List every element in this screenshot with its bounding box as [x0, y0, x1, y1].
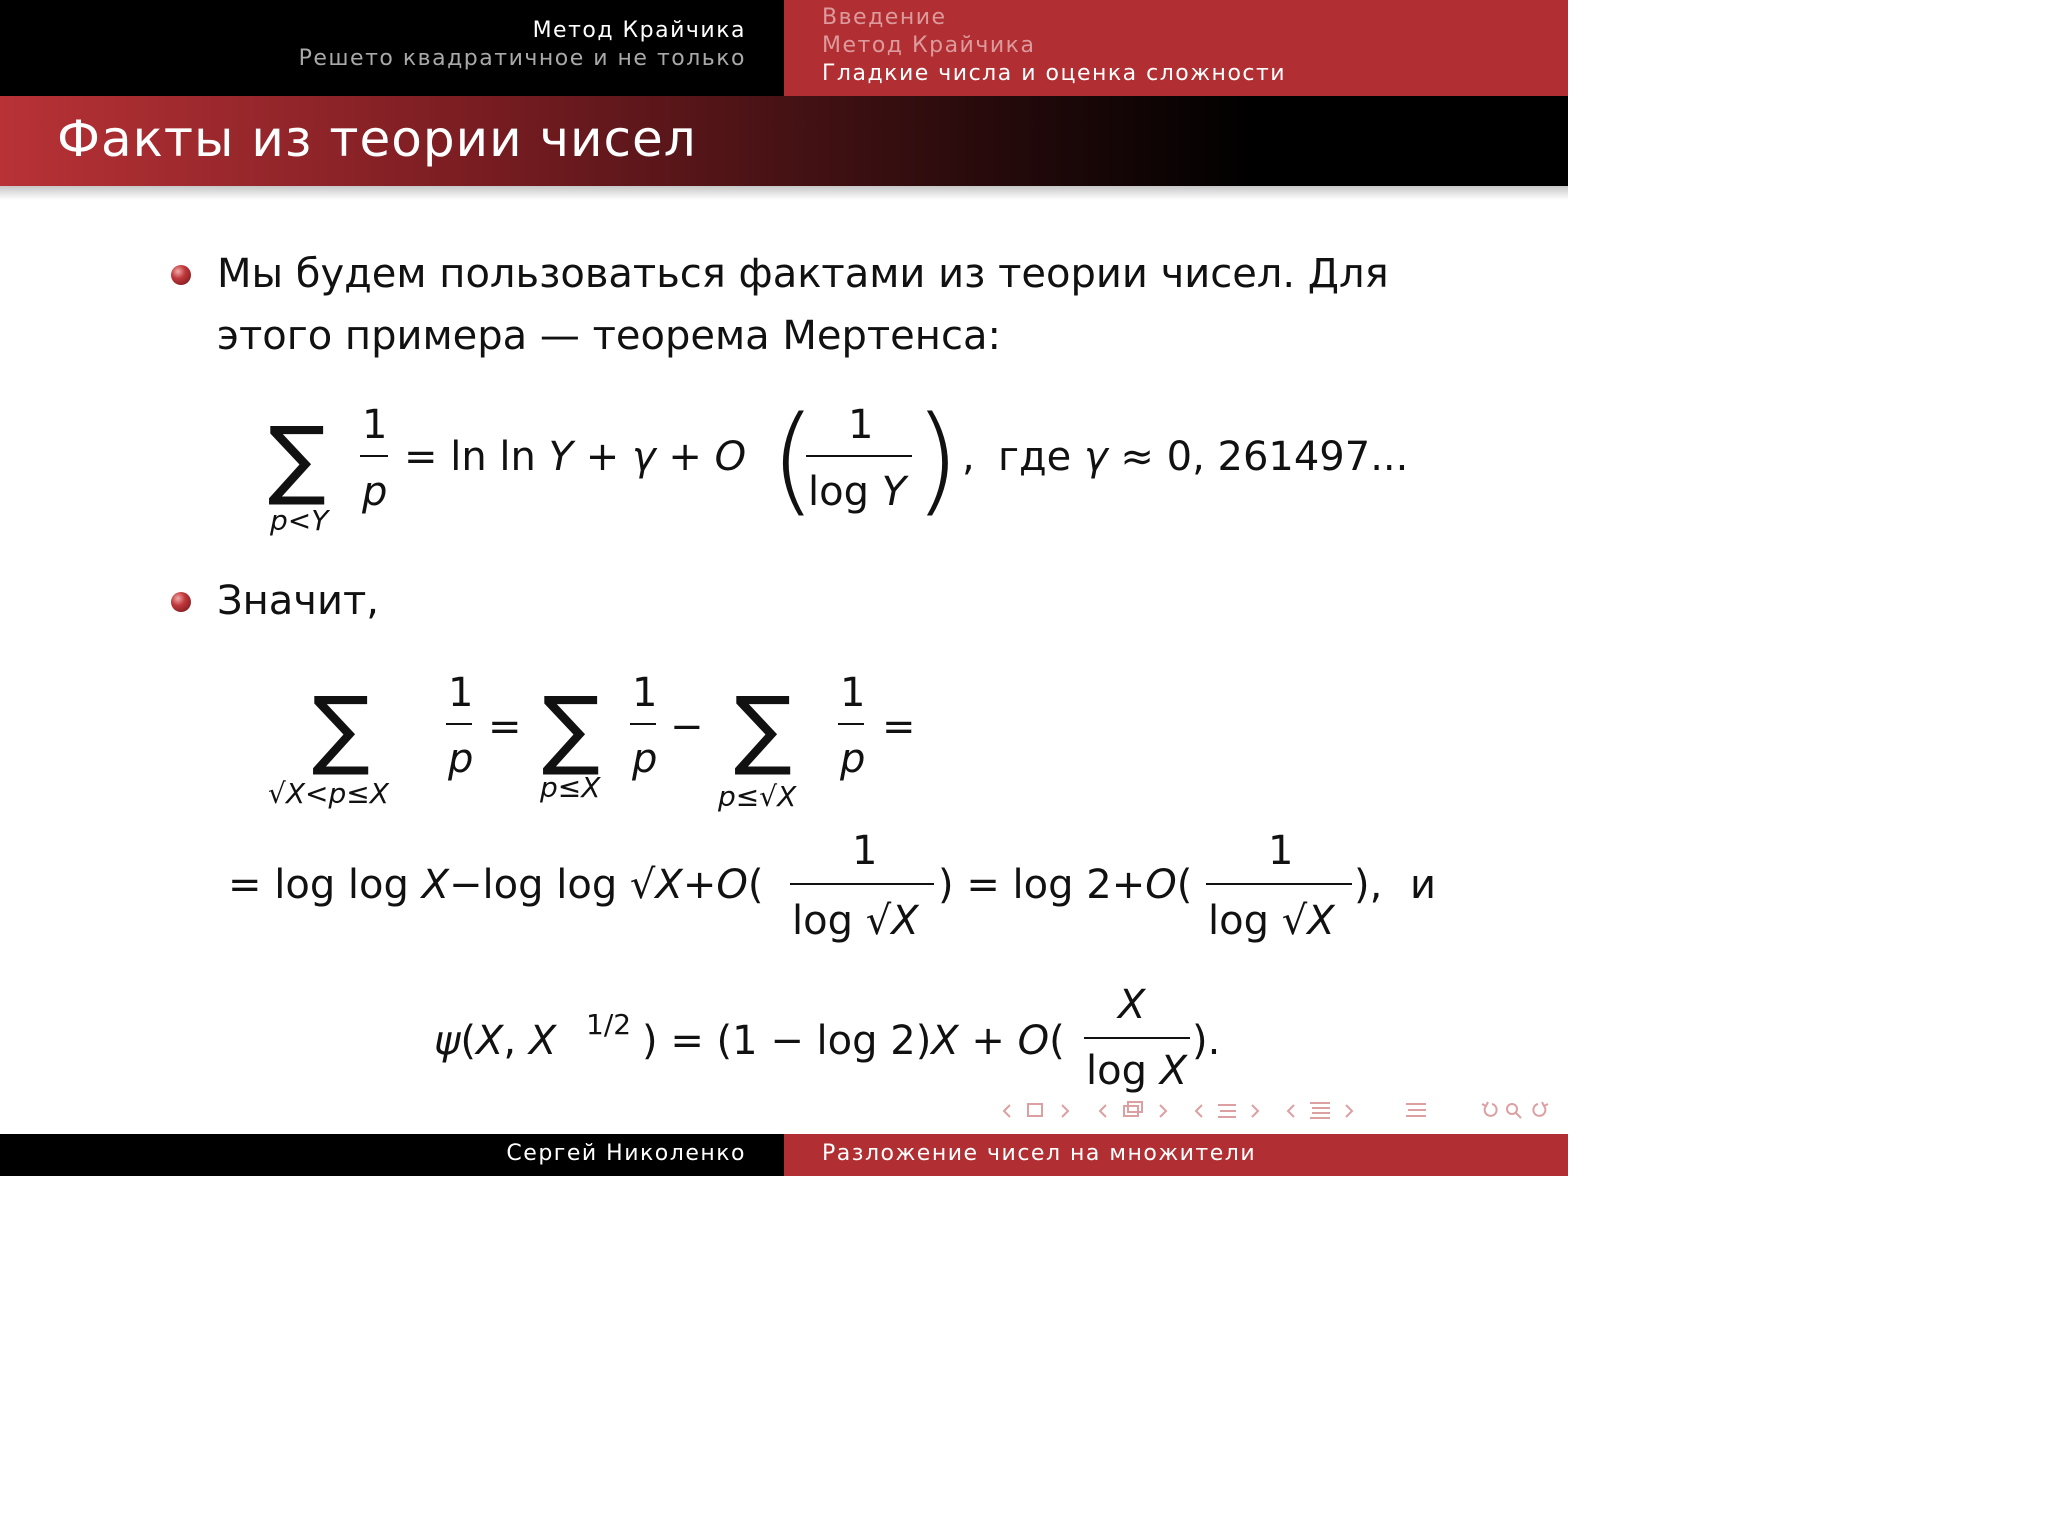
svg-text:∑: ∑ — [312, 679, 370, 779]
svg-text:p: p — [362, 469, 388, 515]
svg-text:−: − — [670, 704, 704, 750]
svg-text:∑: ∑ — [542, 679, 600, 779]
svg-text:,: , — [962, 434, 975, 480]
svg-text:и: и — [1410, 862, 1436, 908]
svg-text:(: ( — [770, 390, 817, 528]
svg-text:).: ). — [1192, 1018, 1221, 1064]
section-link-intro[interactable]: Введение — [822, 5, 947, 30]
svg-text:p≤X: p≤X — [540, 771, 601, 804]
svg-text:1: 1 — [362, 402, 388, 448]
nav-forward-icon[interactable] — [1533, 1102, 1548, 1116]
header-left — [0, 0, 784, 96]
svg-text:1: 1 — [448, 670, 474, 716]
svg-text:= log log X−log log √X+O(: = log log X−log log √X+O( — [228, 862, 764, 908]
svg-text:ψ(X, X: ψ(X, X — [434, 1018, 557, 1064]
bullet-icon — [171, 265, 191, 285]
svg-text:) = (1 − log 2)X + O(: ) = (1 − log 2)X + O( — [642, 1018, 1065, 1064]
footer-author-box — [0, 1134, 784, 1176]
footer-author: Сергей Николенко — [506, 1141, 746, 1166]
svg-text:p: p — [840, 736, 866, 782]
nav-frame-icon[interactable] — [1100, 1102, 1166, 1117]
svg-text:1: 1 — [852, 828, 878, 874]
svg-text:1: 1 — [848, 402, 874, 448]
nav-search-icon[interactable] — [1507, 1104, 1521, 1118]
nav-document-icon[interactable] — [1406, 1104, 1426, 1116]
svg-text:p<Y: p<Y — [270, 504, 329, 537]
footer-title-box — [784, 1134, 1568, 1176]
nav-slide-icon[interactable] — [1004, 1104, 1068, 1117]
svg-text:p: p — [448, 736, 474, 782]
svg-text:1: 1 — [1268, 828, 1294, 874]
frame-title-bar — [0, 96, 1568, 186]
header-sections — [784, 0, 1568, 96]
svg-text:),: ), — [1354, 862, 1383, 908]
svg-text:1: 1 — [632, 670, 658, 716]
footer-talk-title: Разложение чисел на множители — [822, 1141, 1257, 1166]
title-shadow — [0, 186, 1568, 200]
svg-text:1: 1 — [840, 670, 866, 716]
nav-section-icon[interactable] — [1288, 1103, 1352, 1118]
svg-text:X: X — [1118, 982, 1146, 1028]
svg-text:p≤√X: p≤√X — [718, 780, 797, 813]
frame-title: Факты из теории чисел — [57, 110, 697, 168]
section-link-smooth-numbers[interactable]: Гладкие числа и оценка сложности — [822, 61, 1287, 86]
header-title: Метод Крайчика — [532, 18, 746, 43]
header-subtitle: Решето квадратичное и не только — [298, 46, 746, 71]
svg-text:log √X: log √X — [792, 898, 919, 944]
nav-subsection-icon[interactable] — [1196, 1105, 1258, 1117]
svg-text:=: = — [882, 704, 916, 750]
nav-back-icon[interactable] — [1482, 1102, 1497, 1116]
svg-text:p: p — [632, 736, 658, 782]
svg-text:= ln ln Y + γ + O: = ln ln Y + γ + O — [404, 434, 747, 480]
svg-text:log Y: log Y — [808, 469, 907, 515]
beamer-navigation — [1000, 1096, 1560, 1126]
svg-text:∑: ∑ — [734, 679, 792, 779]
svg-text:): ) — [914, 390, 961, 528]
bullet1-line2: этого примера — теорема Мертенса: — [217, 313, 1001, 359]
bullet-icon-2 — [171, 592, 191, 612]
section-link-kraitchik[interactable]: Метод Крайчика — [822, 33, 1036, 58]
svg-text:log √X: log √X — [1208, 898, 1335, 944]
svg-text:√X<p≤X: √X<p≤X — [268, 777, 389, 810]
bullet2-text: Значит, — [217, 578, 379, 624]
svg-text:∑: ∑ — [268, 409, 326, 509]
svg-text:) = log 2+O(: ) = log 2+O( — [938, 862, 1193, 908]
svg-text:=: = — [488, 704, 522, 750]
svg-text:где γ ≈ 0, 261497...: где γ ≈ 0, 261497... — [998, 434, 1409, 480]
svg-text:log X: log X — [1086, 1048, 1188, 1094]
bullet1-line1: Мы будем пользоваться фактами из теории чисел. Для — [217, 251, 1389, 297]
svg-text:1/2: 1/2 — [586, 1008, 632, 1041]
